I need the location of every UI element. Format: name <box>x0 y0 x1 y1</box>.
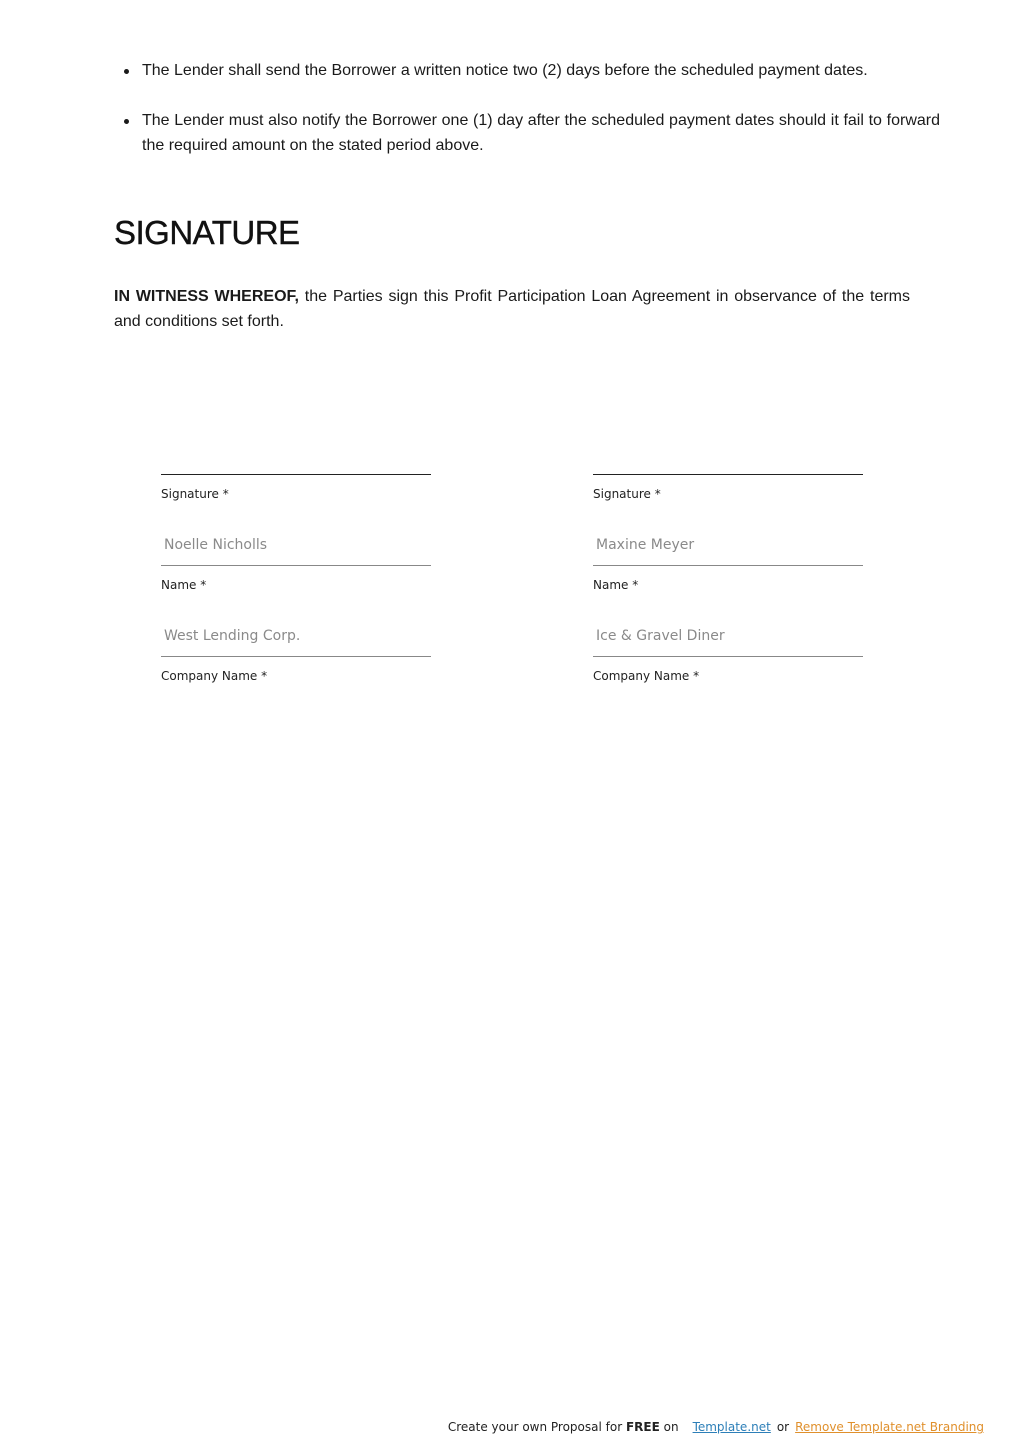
signature-field[interactable] <box>161 444 431 475</box>
signature-field[interactable] <box>593 444 863 475</box>
footer-or: or <box>776 1420 790 1434</box>
bullet-item: The Lender shall send the Borrower a written notice two (2) days before the scheduled payment dates. <box>142 58 940 83</box>
branding-footer <box>448 1420 984 1434</box>
remove-branding-link[interactable]: Remove Template.net Branding <box>795 1420 984 1434</box>
company-name-label: Company Name * <box>161 669 268 683</box>
name-label: Name * <box>161 578 207 592</box>
signatory-block-right <box>593 444 863 684</box>
signature-label: Signature * <box>593 487 661 501</box>
bullet-item: The Lender must also notify the Borrower one (1) day after the scheduled payment dates should it fail to forward the required amount on the stated period above. <box>142 108 940 158</box>
bullet-list <box>114 58 940 183</box>
company-name-field[interactable]: Ice & Gravel Diner <box>593 625 863 657</box>
witness-lead: IN WITNESS WHEREOF, <box>114 288 299 305</box>
footer-prefix: Create your own Proposal for <box>447 1420 626 1434</box>
witness-text: the Parties sign this Profit Participation Loan Agreement in observance of the terms and conditions set forth. <box>114 288 910 330</box>
name-field[interactable]: Noelle Nicholls <box>161 534 431 566</box>
template-net-link[interactable]: Template.net <box>692 1420 771 1434</box>
signatory-block-left <box>161 444 431 684</box>
section-heading: SIGNATURE <box>114 214 300 251</box>
signature-label: Signature * <box>161 487 229 501</box>
footer-free: FREE <box>625 1420 660 1434</box>
witness-paragraph <box>114 284 910 334</box>
name-field[interactable]: Maxine Meyer <box>593 534 863 566</box>
footer-on: on <box>659 1420 679 1434</box>
company-name-label: Company Name * <box>593 669 700 683</box>
name-label: Name * <box>593 578 639 592</box>
company-name-field[interactable]: West Lending Corp. <box>161 625 431 657</box>
